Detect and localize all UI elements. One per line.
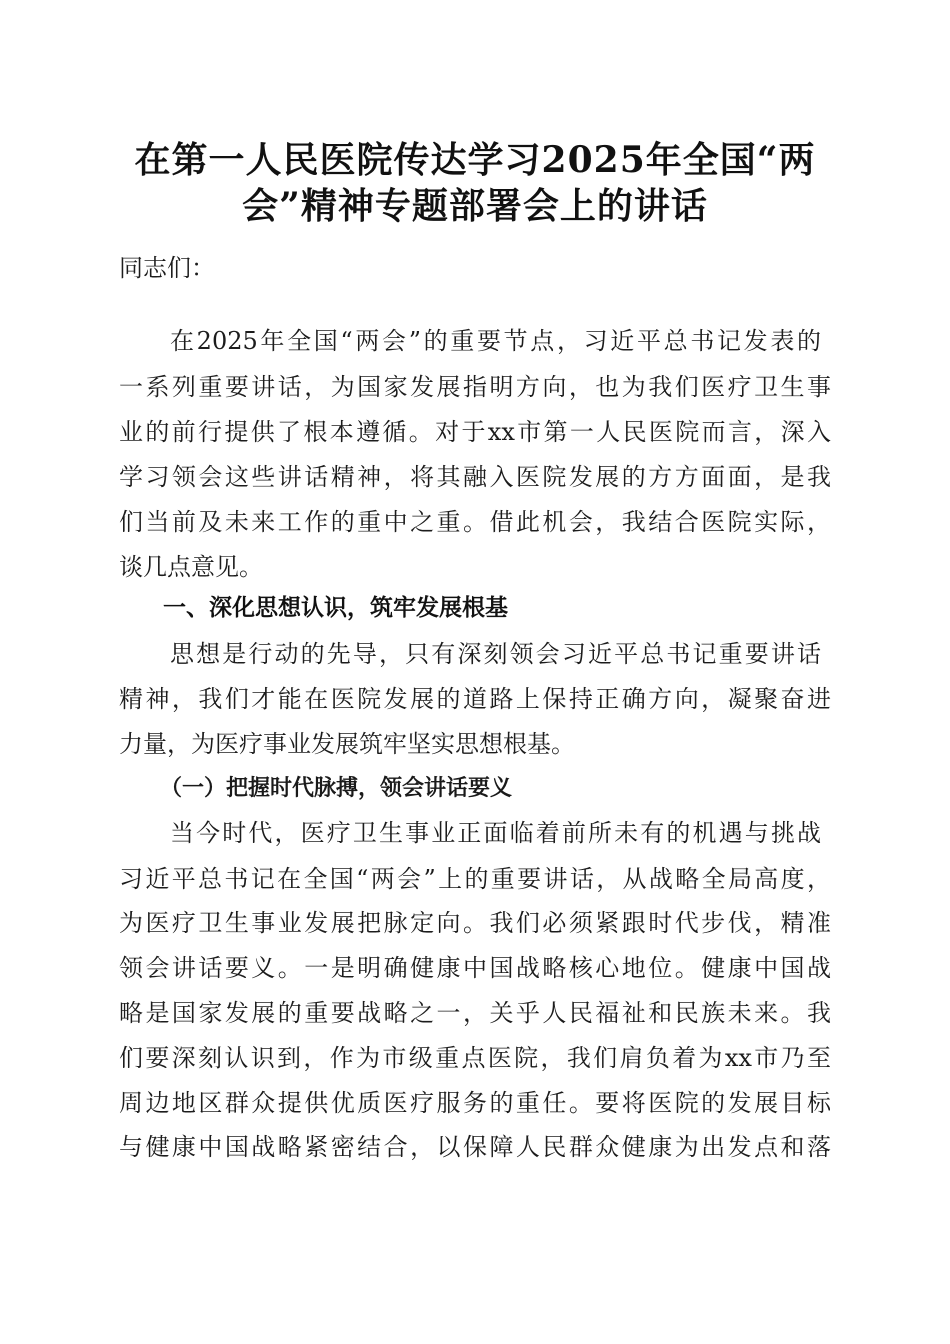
- salutation: 同志们：: [119, 254, 215, 282]
- paragraph-line: 当今时代，医疗卫生事业正面临着前所未有的机遇与挑战: [170, 819, 821, 847]
- paragraph-line: 一系列重要讲话，为国家发展指明方向，也为我们医疗卫生事: [119, 373, 831, 401]
- paragraph-line: 略是国家发展的重要战略之一，关乎人民福祉和民族未来。我: [119, 999, 831, 1027]
- paragraph-line: 业的前行提供了根本遵循。对于xx市第一人民医院而言，深入: [119, 418, 831, 446]
- paragraph-line: 学习领会这些讲话精神，将其融入医院发展的方方面面，是我: [119, 463, 831, 491]
- paragraph-line: 在2025年全国“两会”的重要节点，习近平总书记发表的: [170, 327, 821, 355]
- paragraph-line: 力量，为医疗事业发展筑牢坚实思想根基。: [119, 730, 575, 758]
- document-title-line-1: 在第一人民医院传达学习2025年全国“两: [134, 139, 816, 181]
- paragraph-line: 思想是行动的先导，只有深刻领会习近平总书记重要讲话: [170, 640, 821, 668]
- paragraph-line: 习近平总书记在全国“两会”上的重要讲话，从战略全局高度，: [119, 865, 831, 893]
- paragraph-line: 为医疗卫生事业发展把脉定向。我们必须紧跟时代步伐，精准: [119, 909, 831, 937]
- section-heading: 一、深化思想认识，筑牢发展根基: [163, 595, 508, 621]
- paragraph-line: 领会讲话要义。一是明确健康中国战略核心地位。健康中国战: [119, 954, 831, 982]
- subsection-heading: （一）把握时代脉搏，领会讲话要义: [160, 775, 513, 801]
- paragraph-line: 与健康中国战略紧密结合，以保障人民群众健康为出发点和落: [119, 1133, 831, 1161]
- paragraph-line: 们要深刻认识到，作为市级重点医院，我们肩负着为xx市乃至: [119, 1044, 831, 1072]
- paragraph-line: 们当前及未来工作的重中之重。借此机会，我结合医院实际，: [119, 508, 831, 536]
- document-title-line-2: 会”精神专题部署会上的讲话: [242, 185, 708, 227]
- paragraph-line: 谈几点意见。: [119, 553, 263, 581]
- paragraph-line: 精神，我们才能在医院发展的道路上保持正确方向，凝聚奋进: [119, 685, 831, 713]
- paragraph-line: 周边地区群众提供优质医疗服务的重任。要将医院的发展目标: [119, 1089, 831, 1117]
